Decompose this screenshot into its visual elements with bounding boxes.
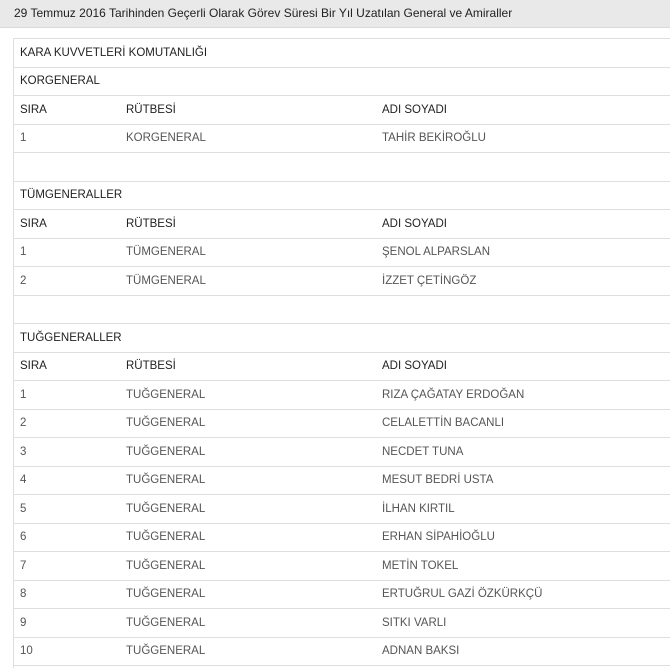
spacer-row [14, 296, 670, 325]
column-header-rutbe: RÜTBESİ [126, 217, 176, 230]
cell-rutbe: TUĞGENERAL [126, 502, 206, 515]
cell-ad: TAHİR BEKİROĞLU [382, 132, 486, 145]
cell-rutbe: TUĞGENERAL [126, 645, 206, 658]
column-header-ad: ADI SOYADI [382, 217, 447, 230]
cell-ad: MESUT BEDRİ USTA [382, 474, 494, 487]
table-row [14, 438, 670, 467]
table-row [14, 467, 670, 496]
cell-sira: 6 [20, 531, 27, 544]
cell-rutbe: TUĞGENERAL [126, 388, 206, 401]
column-header-ad: ADI SOYADI [382, 360, 447, 373]
cell-rutbe: TUĞGENERAL [126, 559, 206, 572]
cell-sira: 3 [20, 445, 27, 458]
cell-rutbe: TUĞGENERAL [126, 445, 206, 458]
cell-ad: ERTUĞRUL GAZİ ÖZKÜRKÇÜ [382, 588, 543, 601]
cell-rutbe: TÜMGENERAL [126, 274, 206, 287]
cell-ad: CELALETTİN BACANLI [382, 417, 505, 430]
column-header-sira: SIRA [20, 217, 47, 230]
cell-rutbe: TUĞGENERAL [126, 531, 206, 544]
table-row [14, 267, 670, 296]
table-row [14, 581, 670, 610]
table-row [14, 524, 670, 553]
column-header-sira: SIRA [20, 103, 47, 116]
table-row [14, 638, 670, 667]
cell-rutbe: TÜMGENERAL [126, 246, 206, 259]
cell-sira: 2 [20, 417, 27, 430]
cell-rutbe: TUĞGENERAL [126, 588, 206, 601]
cell-sira: 9 [20, 616, 27, 629]
column-header-rutbe: RÜTBESİ [126, 360, 176, 373]
cell-rutbe: TUĞGENERAL [126, 616, 206, 629]
cell-rutbe: KORGENERAL [126, 132, 206, 145]
cell-ad: İLHAN KIRTIL [382, 502, 455, 515]
column-header-row [14, 210, 670, 239]
cell-ad: ERHAN SİPAHİOĞLU [382, 531, 495, 544]
page-title: 29 Temmuz 2016 Tarihinden Geçerli Olarak Görev Süresi Bir Yıl Uzatılan General ve Amiraller [0, 0, 670, 28]
table-row [14, 125, 670, 154]
cell-rutbe: TUĞGENERAL [126, 417, 206, 430]
officers-table [13, 38, 670, 668]
cell-rutbe: TUĞGENERAL [126, 474, 206, 487]
cell-sira: 1 [20, 388, 27, 401]
cell-ad: SITKI VARLI [382, 616, 447, 629]
column-header-row [14, 96, 670, 125]
table-row [14, 410, 670, 439]
table-row [14, 552, 670, 581]
cell-ad: ŞENOL ALPARSLAN [382, 246, 491, 259]
cell-sira: 2 [20, 274, 27, 287]
section-heading-tumgeneraller [14, 182, 670, 211]
table-row [14, 609, 670, 638]
section-heading-text: KORGENERAL [20, 75, 100, 88]
section-heading-tuggeneraller [14, 324, 670, 353]
column-header-rutbe: RÜTBESİ [126, 103, 176, 116]
command-heading-text: KARA KUVVETLERİ KOMUTANLIĞI [20, 46, 208, 59]
cell-ad: METİN TOKEL [382, 559, 459, 572]
cell-sira: 1 [20, 132, 27, 145]
section-heading-korgeneral [14, 68, 670, 97]
cell-sira: 4 [20, 474, 27, 487]
command-heading [14, 39, 670, 68]
cell-sira: 7 [20, 559, 27, 572]
cell-ad: ADNAN BAKSI [382, 645, 460, 658]
section-heading-text: TUĞGENERALLER [20, 331, 122, 344]
cell-sira: 1 [20, 246, 27, 259]
table-row [14, 239, 670, 268]
cell-ad: NECDET TUNA [382, 445, 464, 458]
column-header-row [14, 353, 670, 382]
column-header-sira: SIRA [20, 360, 47, 373]
cell-sira: 8 [20, 588, 27, 601]
cell-ad: RIZA ÇAĞATAY ERDOĞAN [382, 388, 525, 401]
cell-ad: İZZET ÇETİNGÖZ [382, 274, 477, 287]
column-header-ad: ADI SOYADI [382, 103, 447, 116]
cell-sira: 10 [20, 645, 33, 658]
cell-sira: 5 [20, 502, 27, 515]
section-heading-text: TÜMGENERALLER [20, 189, 123, 202]
spacer-row [14, 153, 670, 182]
table-row [14, 381, 670, 410]
table-row [14, 495, 670, 524]
